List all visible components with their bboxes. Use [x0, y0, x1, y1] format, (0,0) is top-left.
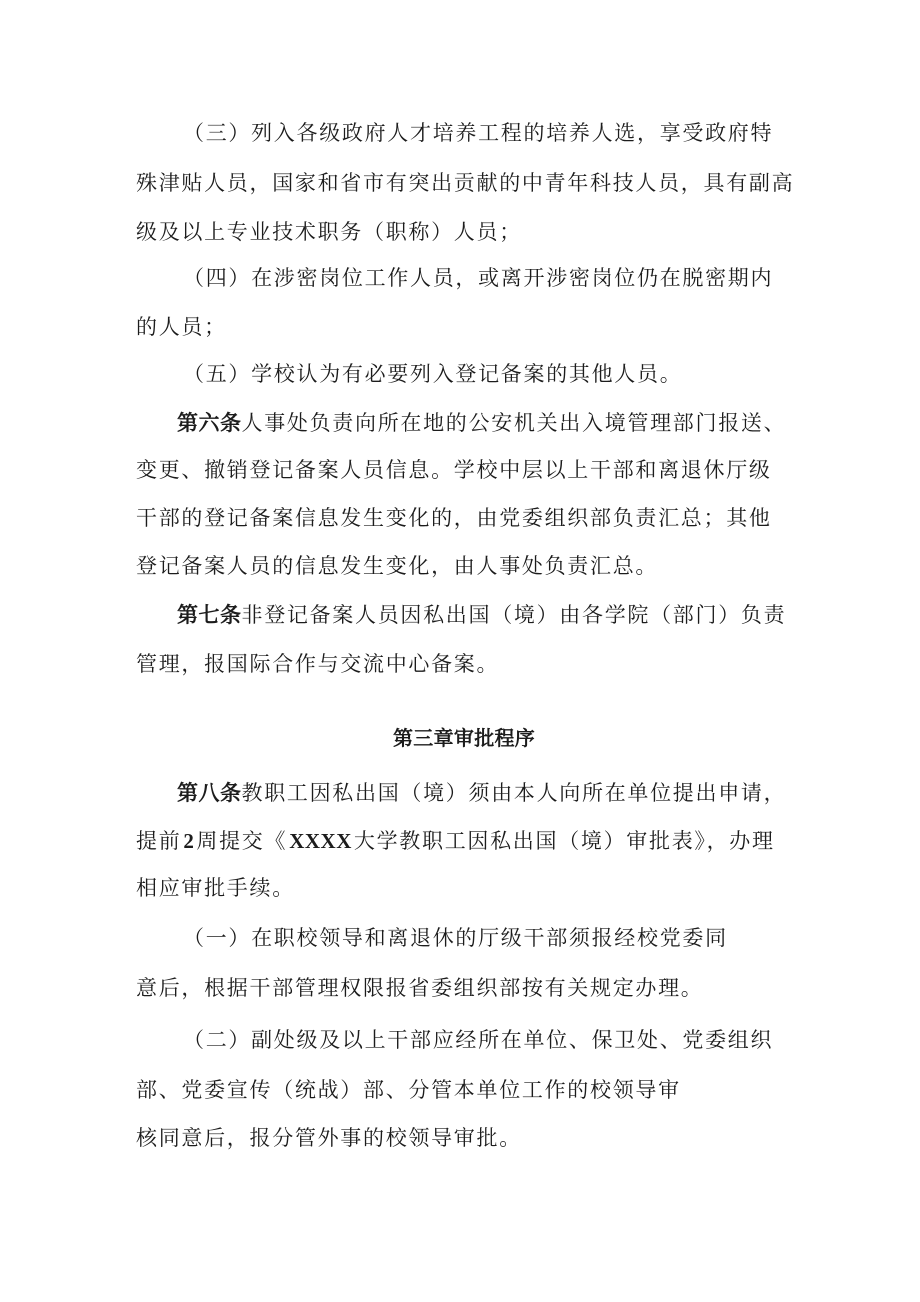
item-4-line-2: 的人员；	[136, 315, 227, 339]
article-8-university-placeholder: XXXX	[289, 829, 352, 853]
article-8-text-2a: 提前	[136, 829, 182, 853]
article-6-text-1: 人事处负责向所在地的公安机关出入境管理部门报送、	[241, 411, 787, 435]
article-6-line-4: 登记备案人员的信息发生变化，由人事处负责汇总。	[136, 554, 659, 578]
chapter-heading: 第三章审批程序	[393, 726, 536, 750]
item-4-line-1: （四）在涉密岗位工作人员，或离开涉密岗位仍在脱密期内	[183, 266, 774, 290]
item-8-2-line-2: 部、党委宣传（统战）部、分管本单位工作的校领导审	[136, 1078, 681, 1102]
item-8-1-line-2: 意后，根据干部管理权限报省委组织部按有关规定办理。	[136, 976, 704, 1000]
item-8-1-line-1: （一）在职校领导和离退休的厅级干部须报经校党委同	[183, 926, 728, 950]
article-7-line-2: 管理，报国际合作与交流中心备案。	[136, 652, 500, 676]
article-8-text-1: 教职工因私出国（境）须由本人向所在单位提出申请，	[241, 781, 787, 805]
article-8-lead: 第八条	[177, 781, 242, 805]
item-3-line-3: 级及以上专业技术职务（职称）人员；	[136, 220, 522, 244]
item-5-line-1: （五）学校认为有必要列入登记备案的其他人员。	[183, 362, 683, 386]
article-7-text-1: 非登记备案人员因私出国（境）由各学院（部门）负责	[241, 603, 787, 627]
article-6-line-1	[177, 411, 786, 435]
article-6-line-2: 变更、撤销登记备案人员信息。学校中层以上干部和离退休厅级	[136, 458, 772, 482]
article-8-line-1	[177, 781, 786, 805]
article-6-lead: 第六条	[177, 411, 242, 435]
item-3-line-1: （三）列入各级政府人才培养工程的培养人选，享受政府特	[183, 121, 774, 145]
article-8-text-2b: 周提交《	[196, 829, 288, 853]
item-3-line-2: 殊津贴人员，国家和省市有突出贡献的中青年科技人员，具有副高	[136, 171, 795, 195]
article-6-line-3: 干部的登记备案信息发生变化的，由党委组织部负责汇总；其他	[136, 506, 772, 530]
item-8-2-line-1: （二）副处级及以上干部应经所在单位、保卫处、党委组织	[183, 1028, 774, 1052]
article-7-line-1	[177, 603, 786, 627]
article-7-lead: 第七条	[177, 603, 242, 627]
article-8-line-3: 相应审批手续。	[136, 876, 295, 900]
article-8-weeks-number: 2	[183, 829, 195, 853]
item-8-2-line-3: 核同意后，报分管外事的校领导审批。	[136, 1126, 522, 1150]
article-8-line-2	[136, 829, 775, 853]
article-8-text-2c: 大学教职工因私出国（境）审批表》，办理	[353, 829, 775, 853]
